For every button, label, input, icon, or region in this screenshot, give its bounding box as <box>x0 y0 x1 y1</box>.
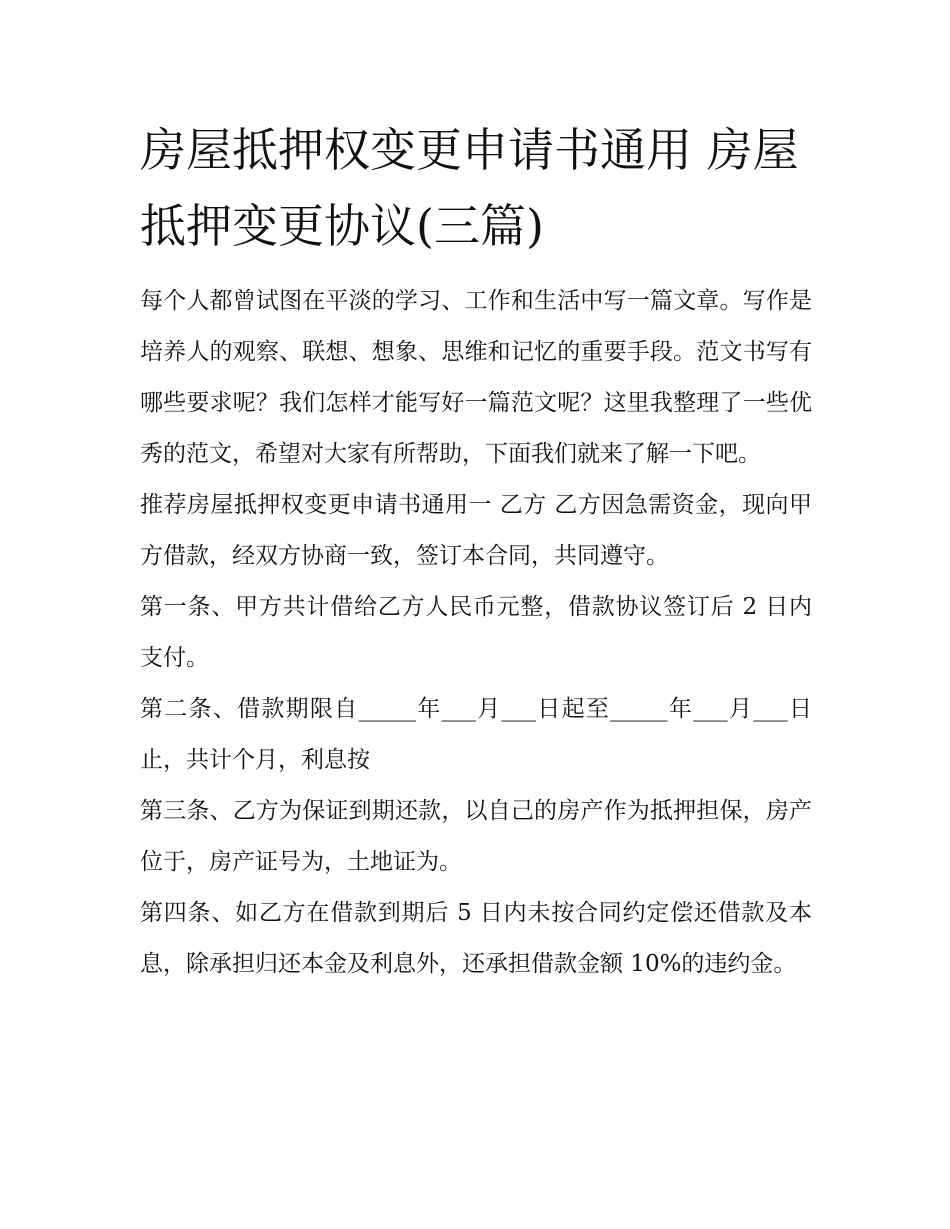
document-body <box>140 276 812 990</box>
paragraph-recommendation: 推荐房屋抵押权变更申请书通用一 乙方 乙方因急需资金，现向甲方借款，经双方协商一致，签订本合同，共同遵守。 <box>140 492 812 569</box>
paragraph-intro: 每个人都曾试图在平淡的学习、工作和生活中写一篇文章。写作是培养人的观察、联想、想象、思维和记忆的重要手段。范文书写有哪些要求呢？我们怎样才能写好一篇范文呢？这里我整理了一些优秀的范文，希望对大家有所帮助，下面我们就来了解一下吧。 <box>140 288 812 467</box>
paragraph-article-3: 第三条、乙方为保证到期还款，以自己的房产作为抵押担保，房产位于，房产证号为，土地证为。 <box>140 798 812 875</box>
document-title: 房屋抵押权变更申请书通用 房屋抵押变更协议(三篇) <box>140 123 799 253</box>
paragraph-article-1: 第一条、甲方共计借给乙方人民币元整，借款协议签订后 2 日内支付。 <box>140 594 812 671</box>
paragraph-article-4: 第四条、如乙方在借款到期后 5 日内未按合同约定偿还借款及本息，除承担归还本金及利息外，还承担借款金额 10%的违约金。 <box>140 900 812 977</box>
paragraph-article-2: 第二条、借款期限自_____年___月___日起至_____年___月___日止，共计个月，利息按 <box>140 696 812 773</box>
